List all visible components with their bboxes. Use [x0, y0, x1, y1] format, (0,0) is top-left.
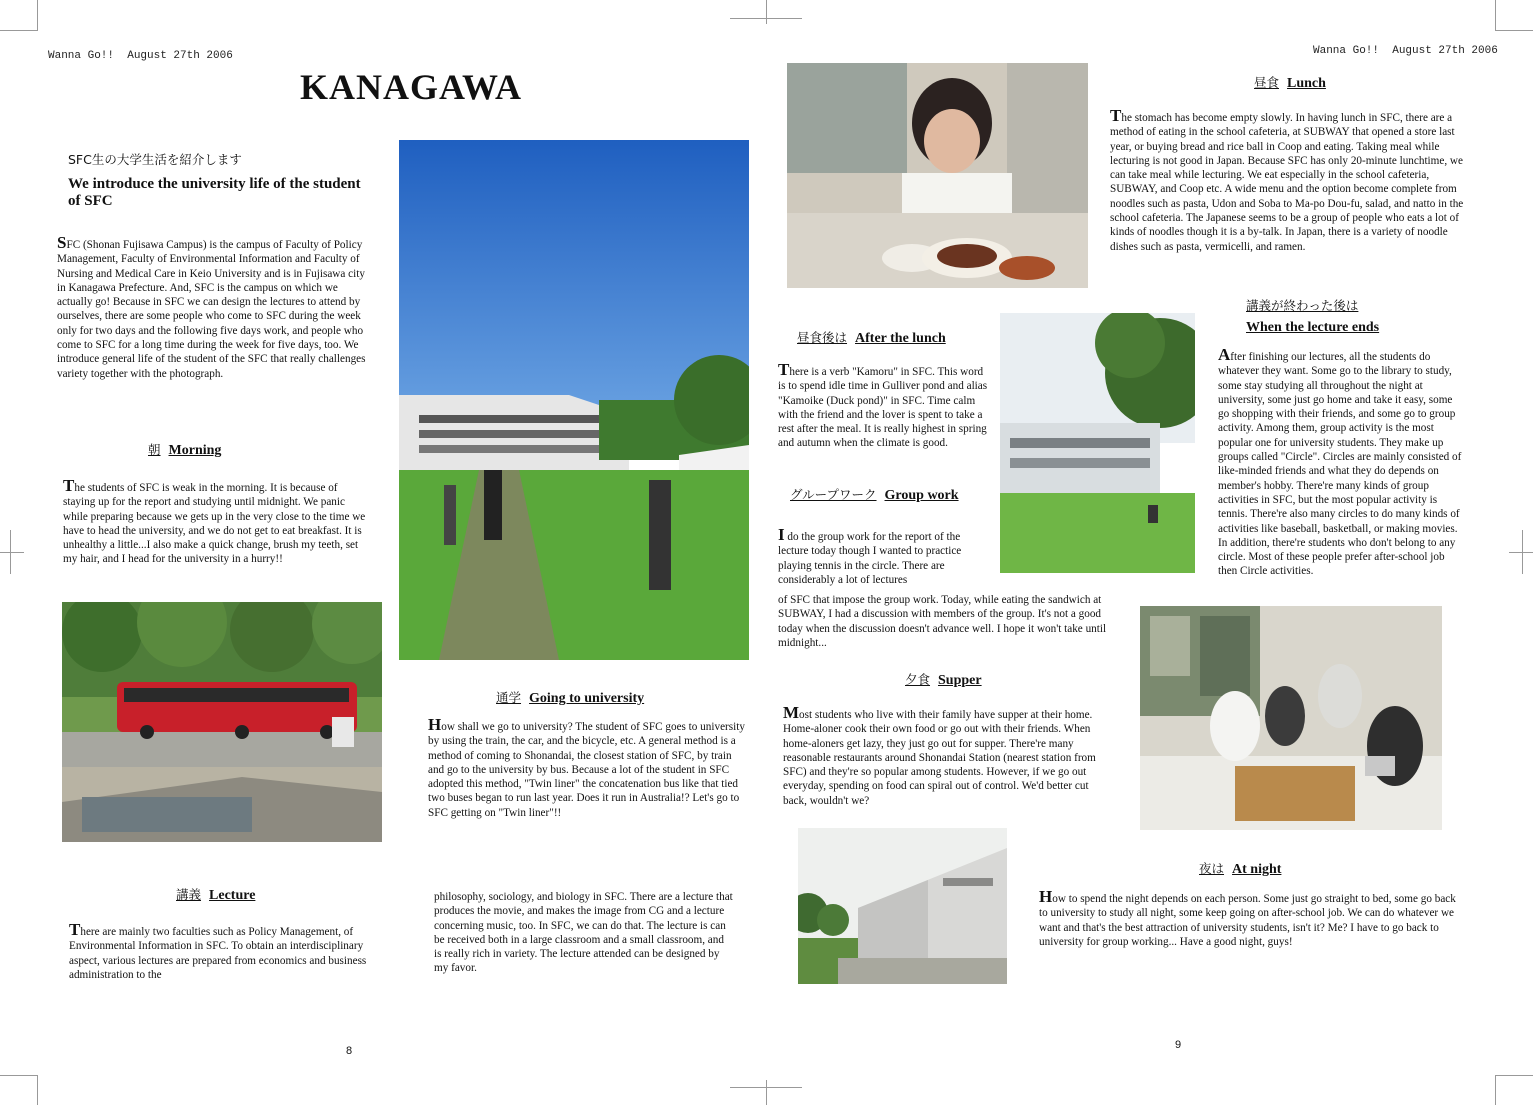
- morning-jp: 朝: [148, 442, 161, 457]
- intro-text: [57, 233, 371, 381]
- section-heading-lecture-ends: [1246, 296, 1379, 336]
- supper-en: Supper: [938, 673, 982, 688]
- section-heading-lecture: [176, 885, 255, 904]
- going-jp: 通学: [496, 690, 522, 705]
- crop-mark: [37, 0, 38, 30]
- intro-body: FC (Shonan Fujisawa Campus) is the campus of Faculty of Policy Management, Faculty of Environmental Information and Faculty of Nursing and Medical Care in Keio University and is in Fujisawa city in Kanagawa Prefecture. And, SFC is the campus on which we actually go! Because in SFC we can design the lectures to attend by ourselves, there are some people who come to SFC during the week only for two days and the following five days work, and people who come to SFC for a long time during the week for five days, too. We introduce general life of the student of the SFC that really challenges variety together with the photograph.: [57, 239, 366, 380]
- section-heading-lunch: [1254, 73, 1326, 92]
- drop-cap: T: [69, 920, 81, 939]
- intro-jp-heading: SFC生の大学生活を紹介します: [68, 152, 242, 167]
- after-lunch-jp: 昼食後は: [797, 330, 848, 345]
- crop-mark: [37, 1075, 38, 1105]
- lecture-ends-body: fter finishing our lectures, all the students do whatever they want. Some go to the library to study, some stay studying all throughout the night at university, some just go home and take it easy, some go shopping with their friends, and some go to group activity. Among them, group activity is the most popular one for university students. They make up groups called "Circle". Circles are mainly consisted of like-minded friends and what they do depends on member's hobby. There're many kinds of group activities in SFC, but the most popular activity is tennis. There're also many circles to do many kinds of activities like baseball, basketball, or making movies. In addition, there're students who don't belong to any circle. Most of these people prefer after-school job then Circle activities.: [1218, 351, 1462, 578]
- crop-mark: [1495, 30, 1533, 31]
- night-body: ow to spend the night depends on each person. Some just go straight to bed, some go back to university to study all night, some keep going on after-school job. We can do whatever we want and that's the best attraction of university students, isn't it? Me? I have to go back to university for group working... Have a good night, guys!: [1039, 893, 1456, 948]
- lecture-ends-text: [1218, 345, 1466, 579]
- pond-scene: [1000, 313, 1195, 573]
- bus-photo: [62, 602, 382, 842]
- group-en: Group work: [884, 488, 959, 503]
- drop-cap: S: [57, 233, 67, 252]
- section-heading-group-work: [790, 485, 959, 504]
- crop-mark: [1495, 0, 1496, 30]
- building-photo: [798, 828, 1007, 984]
- lecture-en: Lecture: [209, 888, 256, 903]
- night-text: [1039, 887, 1459, 949]
- crop-mark: [0, 30, 38, 31]
- lecture-ends-jp: 講義が終わった後は: [1246, 298, 1359, 313]
- lunch-en: Lunch: [1287, 76, 1326, 91]
- students-photo: [1140, 606, 1442, 830]
- section-heading-night: [1199, 859, 1281, 878]
- group-text: [778, 525, 978, 587]
- night-jp: 夜は: [1199, 861, 1225, 876]
- going-text: [428, 715, 750, 820]
- campus-photo: [399, 140, 749, 660]
- crop-mark: [766, 0, 767, 24]
- lunch-text: [1110, 106, 1468, 254]
- campus-scene: [399, 140, 749, 660]
- crop-mark: [1495, 1075, 1533, 1076]
- lecture-text-cont: philosophy, sociology, and biology in SFC. There are a lecture that produces the movie, and makes the image from CG and a lecture concerning music, too. In SFC, we can do that. The lecture is can be received both in a large classroom and a small classroom, and is really rich in variety. The lecture attended can be designed by my favor.: [434, 891, 733, 975]
- page-number-left: 8: [346, 1045, 353, 1057]
- bus-scene: [62, 602, 382, 842]
- drop-cap: A: [1218, 345, 1231, 364]
- crop-mark: [1522, 530, 1523, 574]
- crop-mark: [1509, 552, 1533, 553]
- morning-en: Morning: [168, 443, 222, 458]
- morning-body: he students of SFC is weak in the morning. It is because of staying up for the report and studying until midnight. We panic while preparing because we gets up in the very close to the time we have to head the university, and we do not get to eat breakfast. It is unhealthy a little...I also make a quick change, brush my teeth, set my hair, and I head for the university in a hurry!!: [63, 482, 366, 566]
- lecture-text: [69, 920, 381, 982]
- crop-mark: [766, 1080, 767, 1105]
- lecture-body: here are mainly two faculties such as Policy Management, of Environmental Information in SFC. To obtain an interdisciplinary aspect, various lectures are prepared from economics and business administration to the: [69, 926, 367, 981]
- drop-cap: H: [1039, 887, 1053, 906]
- student-figure: [649, 480, 671, 590]
- drop-cap: M: [783, 703, 800, 722]
- after-lunch-text: [778, 360, 992, 451]
- drop-cap: T: [63, 476, 75, 495]
- lunch-scene: [787, 63, 1088, 288]
- section-heading-after-lunch: [797, 328, 946, 347]
- crop-mark: [1495, 1075, 1496, 1105]
- crop-mark: [10, 530, 11, 574]
- supper-body: ost students who live with their family have supper at their home. Home-aloner cook their own food or go out with their friends. When home-aloners get lazy, they just go out for supper. There're many reasonable restaurants around Shonandai Station (nearest station from SFC) and they're so popular among students. However, if we go out everyday, spending on food can spiral out of control. We'd better cut back, wouldn't we?: [783, 709, 1096, 807]
- lunch-body: he stomach has become empty slowly. In having lunch in SFC, there are a method of eating in the school cafeteria, at SUBWAY that opened a store last year, or buying bread and rice ball in Coop and eating. Taking meal while lecturing is not good in Japan. Because SFC has only 20-minute lunchtime, we can take meal while lecturing. We eat especially in the school cafeteria, SUBWAY, and Coop etc. A wide menu and the option become complete from noodles such as pasta, Udon and Soba to Ma-po Dou-fu, salad, and natto in the school cafeteria. The Japanese seems to be a group of people who eats a lot of kinds of noodles though it is a by-talk. In Japan, there is a variety of noodle dishes such as pasta, vermicelli, and ramen.: [1110, 112, 1464, 253]
- drop-cap: T: [778, 360, 790, 379]
- night-en: At night: [1232, 862, 1282, 877]
- lecture-ends-en: When the lecture ends: [1246, 320, 1380, 335]
- header-right: Wanna Go!! August 27th 2006: [1313, 45, 1498, 57]
- after-lunch-body: here is a verb "Kamoru" in SFC. This word is to spend idle time in Gulliver pond and alias "Kamoike (Duck pond)" in SFC. Time calm with the friend and the lover is spent to take a rest after the meal. It is really highest in spring and autumn when the climate is good.: [778, 366, 988, 450]
- section-heading-going: [496, 688, 644, 707]
- lunch-photo: [787, 63, 1088, 288]
- crop-mark: [0, 1075, 38, 1076]
- supper-jp: 夕食: [905, 672, 931, 687]
- crop-mark: [0, 552, 24, 553]
- page-number-right: 9: [1175, 1039, 1182, 1051]
- pond-photo: [1000, 313, 1195, 573]
- section-heading-morning: [148, 440, 221, 459]
- group-jp: グループワーク: [790, 487, 877, 502]
- drop-cap: T: [1110, 106, 1122, 125]
- student-figure: [484, 470, 502, 540]
- morning-text: [63, 476, 371, 567]
- page-title: KANAGAWA: [300, 67, 523, 107]
- intro-en-heading: We introduce the university life of the student of SFC: [68, 176, 361, 209]
- group-body: do the group work for the report of the lecture today though I wanted to practice playing tennis in the circle. There are considerably a lot of lectures: [778, 531, 962, 586]
- going-en: Going to university: [529, 691, 645, 706]
- group-text-cont: of SFC that impose the group work. Today, while eating the sandwich at SUBWAY, I had a discussion with members of the group. It's not a good today when the discussion doesn't advance well. I hope it won't take until midnight...: [778, 594, 1107, 649]
- lecture-jp: 講義: [176, 887, 202, 902]
- drop-cap: I: [778, 525, 785, 544]
- supper-text: [783, 703, 1113, 808]
- building-scene: [798, 828, 1007, 984]
- going-body: ow shall we go to university? The student of SFC goes to university by using the train, the car, and the bicycle, etc. A general method is a method of coming to Shonandai, the closest station of SFC, by train and go to the university by bus. Because a lot of the student in SFC adopted this method, "Twin liner" the concatenation bus like that tied two buses began to run last year. Does it run in Australia!? Let's go to SFC getting on "Twin liner"!!: [428, 721, 745, 819]
- drop-cap: H: [428, 715, 442, 734]
- section-heading-supper: [905, 670, 982, 689]
- after-lunch-en: After the lunch: [855, 331, 946, 346]
- students-scene: [1140, 606, 1442, 830]
- header-left: Wanna Go!! August 27th 2006: [48, 50, 233, 62]
- lunch-jp: 昼食: [1254, 75, 1280, 90]
